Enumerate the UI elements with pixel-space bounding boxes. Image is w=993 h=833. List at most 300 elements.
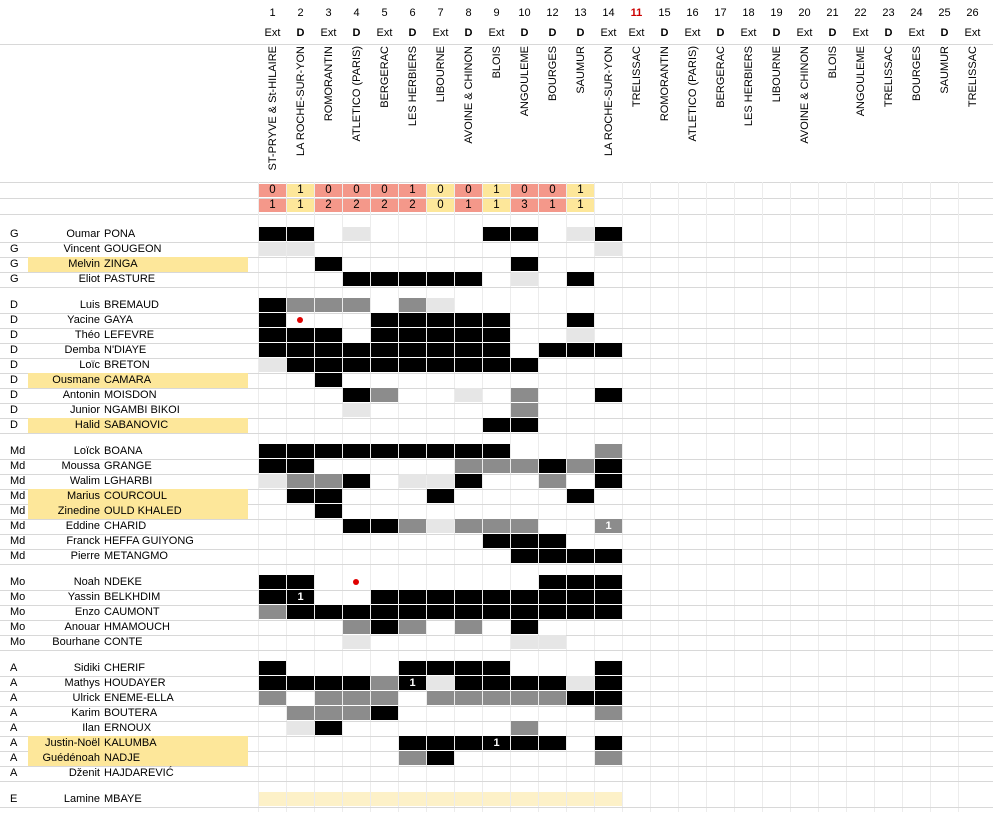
appearance-cell	[455, 358, 482, 372]
player-first-name: Junior	[70, 404, 100, 416]
appearance-cell	[259, 328, 286, 342]
match-venue: Ext	[628, 27, 645, 39]
appearance-cell	[511, 721, 538, 735]
row-divider	[0, 564, 993, 565]
appearance-cell	[567, 691, 594, 705]
player-last-name: LEFEVRE	[104, 329, 155, 341]
score-against	[847, 199, 874, 212]
appearance-cell	[567, 605, 594, 619]
appearance-cell	[371, 620, 398, 634]
player-first-name: Lamine	[63, 793, 100, 805]
player-row	[0, 575, 993, 590]
player-first-name: Ulrick	[72, 692, 100, 704]
appearance-cell	[511, 676, 538, 690]
player-first-name: Dženit	[68, 767, 100, 779]
score-against	[959, 199, 986, 212]
player-position: A	[10, 707, 18, 719]
appearance-cell	[567, 489, 594, 503]
appearance-cell	[511, 635, 538, 649]
appearance-cell	[567, 575, 594, 589]
opponent-name	[315, 44, 342, 182]
player-row	[0, 721, 993, 736]
score-against: 2	[399, 199, 426, 212]
score-for	[623, 184, 650, 197]
match-number: 25	[938, 7, 951, 19]
appearance-cell	[483, 313, 510, 327]
match-number: 11	[630, 7, 643, 19]
match-number: 20	[798, 7, 811, 19]
appearance-cell	[427, 661, 454, 675]
player-position: E	[10, 793, 18, 805]
opponent-name	[903, 44, 930, 182]
appearance-cell	[343, 635, 370, 649]
appearance-cell	[595, 792, 622, 806]
opponent-label: LIBOURNE	[434, 46, 447, 103]
player-first-name: Moussa	[61, 460, 100, 472]
match-venue: Ext	[320, 27, 337, 39]
appearance-cell	[287, 444, 314, 458]
appearance-cell	[399, 298, 426, 312]
appearance-cell	[287, 358, 314, 372]
appearance-cell	[371, 328, 398, 342]
player-position: Mo	[10, 591, 26, 603]
player-row	[0, 459, 993, 474]
player-last-name: CONTE	[104, 636, 143, 648]
appearance-cell	[343, 676, 370, 690]
match-number: 18	[742, 7, 755, 19]
appearance-cell	[343, 691, 370, 705]
match-number: 3	[325, 7, 332, 19]
player-position: Mo	[10, 636, 26, 648]
appearance-cell	[315, 489, 342, 503]
player-first-name: Yacine	[67, 314, 100, 326]
appearance-cell	[315, 373, 342, 387]
appearance-cell	[287, 792, 314, 806]
appearance-cell	[343, 519, 370, 533]
player-position: A	[10, 677, 18, 689]
match-venue: Ext	[432, 27, 449, 39]
player-position: Md	[10, 475, 26, 487]
opponent-name	[679, 44, 706, 182]
match-number: 4	[353, 7, 360, 19]
appearance-cell	[595, 343, 622, 357]
appearance-cell	[371, 519, 398, 533]
player-row	[0, 474, 993, 489]
player-last-name: ENEME-ELLA	[104, 692, 174, 704]
player-last-name: ZINGA	[104, 258, 138, 270]
appearance-cell	[371, 388, 398, 402]
player-row	[0, 444, 993, 459]
player-row	[0, 661, 993, 676]
appearance-cell	[259, 313, 286, 327]
player-first-name: Marius	[66, 490, 100, 502]
appearance-cell	[539, 792, 566, 806]
appearance-cell	[455, 620, 482, 634]
goal-count: 1	[493, 737, 500, 749]
score-against	[735, 199, 762, 212]
player-position: Md	[10, 535, 26, 547]
opponent-label: BERGERAC	[378, 46, 391, 108]
match-number: 22	[854, 7, 867, 19]
appearance-cell	[343, 620, 370, 634]
appearance-cell	[595, 575, 622, 589]
opponent-name	[399, 44, 426, 182]
appearance-cell	[483, 792, 510, 806]
score-for: 0	[259, 184, 286, 197]
appearance-cell	[483, 534, 510, 548]
appearance-cell	[455, 343, 482, 357]
player-position: D	[10, 344, 18, 356]
match-venue: Ext	[796, 27, 813, 39]
appearance-cell	[511, 549, 538, 563]
player-row	[0, 620, 993, 635]
opponent-label: ANGOULEME	[854, 46, 867, 117]
appearance-cell	[567, 272, 594, 286]
appearance-cell	[343, 403, 370, 417]
opponent-name	[707, 44, 734, 182]
opponent-name	[763, 44, 790, 182]
player-first-name: Vincent	[63, 243, 100, 255]
player-position: G	[10, 228, 19, 240]
appearance-cell	[483, 358, 510, 372]
appearance-cell	[511, 620, 538, 634]
appearance-cell	[343, 444, 370, 458]
score-against	[707, 199, 734, 212]
appearance-cell	[259, 605, 286, 619]
player-last-name: BOUTERA	[104, 707, 158, 719]
appearance-cell	[259, 792, 286, 806]
score-against: 1	[259, 199, 286, 212]
score-for: 0	[539, 184, 566, 197]
player-position: G	[10, 243, 19, 255]
appearance-cell	[595, 388, 622, 402]
appearance-cell	[511, 257, 538, 271]
opponent-name	[847, 44, 874, 182]
match-venue: D	[716, 27, 725, 39]
player-position: A	[10, 722, 18, 734]
appearance-cell	[511, 605, 538, 619]
score-for	[763, 184, 790, 197]
appearance-cell	[287, 474, 314, 488]
player-row	[0, 549, 993, 564]
goal-count: 1	[297, 591, 304, 603]
goal-count: 1	[605, 520, 612, 532]
match-venue: D	[520, 27, 529, 39]
appearance-cell	[427, 792, 454, 806]
player-last-name: METANGMO	[104, 550, 168, 562]
match-number: 12	[546, 7, 559, 19]
player-first-name: Eliot	[78, 273, 100, 285]
appearance-cell	[371, 590, 398, 604]
player-row	[0, 242, 993, 257]
appearance-cell	[287, 459, 314, 473]
appearance-cell	[595, 227, 622, 241]
score-against	[819, 199, 846, 212]
match-number: 1	[269, 7, 276, 19]
appearance-cell	[511, 227, 538, 241]
match-venue: D	[940, 27, 949, 39]
appearance-cell	[287, 575, 314, 589]
appearance-cell	[511, 358, 538, 372]
match-venue: D	[772, 27, 781, 39]
appearance-cell	[315, 474, 342, 488]
player-last-name: HMAMOUCH	[104, 621, 170, 633]
player-first-name: Antonin	[62, 389, 100, 401]
appearance-cell	[287, 227, 314, 241]
score-against	[791, 199, 818, 212]
appearance-cell	[511, 691, 538, 705]
appearance-cell	[539, 534, 566, 548]
appearance-cell	[371, 313, 398, 327]
player-first-name: Mathys	[64, 677, 100, 689]
row-divider	[0, 287, 993, 288]
match-number: 9	[493, 7, 500, 19]
score-for	[903, 184, 930, 197]
appearance-cell	[315, 298, 342, 312]
match-venue: Ext	[852, 27, 869, 39]
appearance-cell	[343, 227, 370, 241]
opponent-name	[427, 44, 454, 182]
appearance-cell	[343, 388, 370, 402]
player-row	[0, 691, 993, 706]
player-row	[0, 676, 993, 691]
appearance-cell	[595, 444, 622, 458]
opponent-label: BLOIS	[490, 46, 503, 79]
appearance-cell	[483, 676, 510, 690]
appearance-cell	[455, 676, 482, 690]
appearance-cell	[399, 313, 426, 327]
appearance-cell	[399, 661, 426, 675]
player-position: Md	[10, 520, 26, 532]
opponent-label: ROMORANTIN	[658, 46, 671, 122]
player-row	[0, 736, 993, 751]
appearance-cell	[371, 272, 398, 286]
player-last-name: HAJDAREVIĆ	[104, 767, 174, 779]
player-row	[0, 635, 993, 650]
player-first-name: Luis	[79, 299, 100, 311]
player-row	[0, 343, 993, 358]
appearance-cell	[539, 691, 566, 705]
score-against	[679, 199, 706, 212]
appearance-cell	[427, 328, 454, 342]
appearance-cell	[343, 792, 370, 806]
appearance-cell	[259, 242, 286, 256]
player-first-name: Loïck	[73, 445, 100, 457]
appearance-cell	[511, 736, 538, 750]
score-for: 1	[287, 184, 314, 197]
score-for	[735, 184, 762, 197]
opponent-label: SAUMUR	[574, 46, 587, 94]
opponent-label: ST-PRYVE & St-HILAIRE	[266, 46, 279, 171]
match-venue: Ext	[488, 27, 505, 39]
appearance-cell	[595, 676, 622, 690]
appearance-cell	[343, 358, 370, 372]
appearance-cell	[427, 691, 454, 705]
appearance-cell	[455, 661, 482, 675]
appearance-cell	[483, 227, 510, 241]
appearance-cell	[371, 676, 398, 690]
appearance-cell	[343, 474, 370, 488]
appearance-cell	[455, 590, 482, 604]
appearance-cell	[427, 358, 454, 372]
opponent-label: TRELISSAC	[630, 46, 643, 108]
opponent-name	[651, 44, 678, 182]
score-against	[623, 199, 650, 212]
appearance-cell	[483, 459, 510, 473]
player-last-name: ERNOUX	[104, 722, 152, 734]
match-venue: Ext	[376, 27, 393, 39]
header-divider	[0, 214, 993, 215]
match-number: 21	[826, 7, 839, 19]
player-row	[0, 706, 993, 721]
player-first-name: Eddine	[65, 520, 100, 532]
match-venue: D	[296, 27, 305, 39]
appearance-cell	[595, 751, 622, 765]
appearance-cell	[399, 792, 426, 806]
appearance-cell	[287, 706, 314, 720]
appearance-cell	[455, 313, 482, 327]
appearance-cell	[399, 605, 426, 619]
player-position: Mo	[10, 576, 26, 588]
score-against: 2	[343, 199, 370, 212]
appearance-cell	[287, 298, 314, 312]
player-last-name: GRANGE	[104, 460, 152, 472]
player-position: Mo	[10, 606, 26, 618]
appearance-cell	[595, 736, 622, 750]
row-divider	[0, 650, 993, 651]
appearance-cell	[399, 751, 426, 765]
appearance-cell	[259, 343, 286, 357]
appearance-cell	[315, 328, 342, 342]
player-row	[0, 328, 993, 343]
score-for	[875, 184, 902, 197]
appearance-cell	[259, 459, 286, 473]
appearance-cell	[455, 459, 482, 473]
score-against	[763, 199, 790, 212]
score-for	[791, 184, 818, 197]
player-first-name: Ilan	[82, 722, 100, 734]
score-against: 1	[483, 199, 510, 212]
match-venue: Ext	[964, 27, 981, 39]
appearance-cell	[399, 620, 426, 634]
opponent-label: AVOINE & CHINON	[798, 46, 811, 144]
appearance-cell	[483, 343, 510, 357]
player-position: Md	[10, 490, 26, 502]
player-first-name: Karim	[71, 707, 100, 719]
opponent-label: BERGERAC	[714, 46, 727, 108]
appearance-cell	[315, 358, 342, 372]
opponent-name	[931, 44, 958, 182]
opponent-name	[287, 44, 314, 182]
appearance-cell	[399, 474, 426, 488]
appearance-cell	[511, 519, 538, 533]
appearance-cell	[287, 489, 314, 503]
appearance-cell	[567, 676, 594, 690]
appearance-cell	[595, 706, 622, 720]
player-position: A	[10, 752, 18, 764]
opponent-name	[819, 44, 846, 182]
appearance-cell	[427, 751, 454, 765]
appearance-cell	[455, 736, 482, 750]
player-first-name: Oumar	[66, 228, 100, 240]
appearance-cell	[399, 519, 426, 533]
match-number: 15	[658, 7, 671, 19]
score-for	[931, 184, 958, 197]
player-last-name: BREMAUD	[104, 299, 160, 311]
appearance-cell	[427, 474, 454, 488]
player-row	[0, 313, 993, 328]
opponent-name	[595, 44, 622, 182]
appearance-cell	[511, 792, 538, 806]
appearance-cell	[483, 605, 510, 619]
appearance-cell	[399, 736, 426, 750]
appearance-cell	[455, 474, 482, 488]
appearance-cell	[287, 605, 314, 619]
appearance-cell	[567, 313, 594, 327]
player-first-name: Walim	[69, 475, 100, 487]
player-row	[0, 298, 993, 313]
opponent-name	[735, 44, 762, 182]
appearance-cell	[511, 418, 538, 432]
appearance-cell	[315, 605, 342, 619]
score-for: 0	[371, 184, 398, 197]
player-last-name: PASTURE	[104, 273, 156, 285]
appearance-cell	[259, 691, 286, 705]
appearance-cell	[483, 444, 510, 458]
opponent-label: SAUMUR	[938, 46, 951, 94]
match-number: 10	[518, 7, 531, 19]
match-venue: D	[408, 27, 417, 39]
appearance-cell	[371, 691, 398, 705]
player-last-name: NGAMBI BIKOI	[104, 404, 180, 416]
player-position: D	[10, 329, 18, 341]
player-position: Mo	[10, 621, 26, 633]
appearance-cell	[595, 242, 622, 256]
appearance-cell	[343, 605, 370, 619]
appearance-cell	[343, 272, 370, 286]
match-number: 7	[437, 7, 444, 19]
appearance-cell	[539, 635, 566, 649]
player-last-name: BELKHDIM	[104, 591, 161, 603]
opponent-label: LES HERBIERS	[742, 46, 755, 127]
score-against	[651, 199, 678, 212]
opponent-label: ATLETICO (PARIS)	[350, 46, 363, 142]
appearance-cell	[259, 298, 286, 312]
appearance-cell	[399, 272, 426, 286]
opponent-label: LA ROCHE-SUR-YON	[602, 46, 615, 157]
match-number: 5	[381, 7, 388, 19]
player-last-name: CAMARA	[104, 374, 152, 386]
appearance-cell	[511, 272, 538, 286]
score-for: 0	[455, 184, 482, 197]
appearance-cell	[483, 328, 510, 342]
player-row	[0, 792, 993, 807]
player-last-name: MOISDON	[104, 389, 157, 401]
player-row	[0, 418, 993, 433]
row-divider	[0, 433, 993, 434]
appearance-cell	[539, 343, 566, 357]
player-position: D	[10, 359, 18, 371]
score-for: 0	[427, 184, 454, 197]
appearance-cell	[399, 343, 426, 357]
opponent-name	[567, 44, 594, 182]
appearance-cell	[455, 691, 482, 705]
player-row	[0, 605, 993, 620]
opponent-name	[623, 44, 650, 182]
goal-count: 1	[409, 677, 416, 689]
score-against	[903, 199, 930, 212]
appearance-cell	[259, 227, 286, 241]
